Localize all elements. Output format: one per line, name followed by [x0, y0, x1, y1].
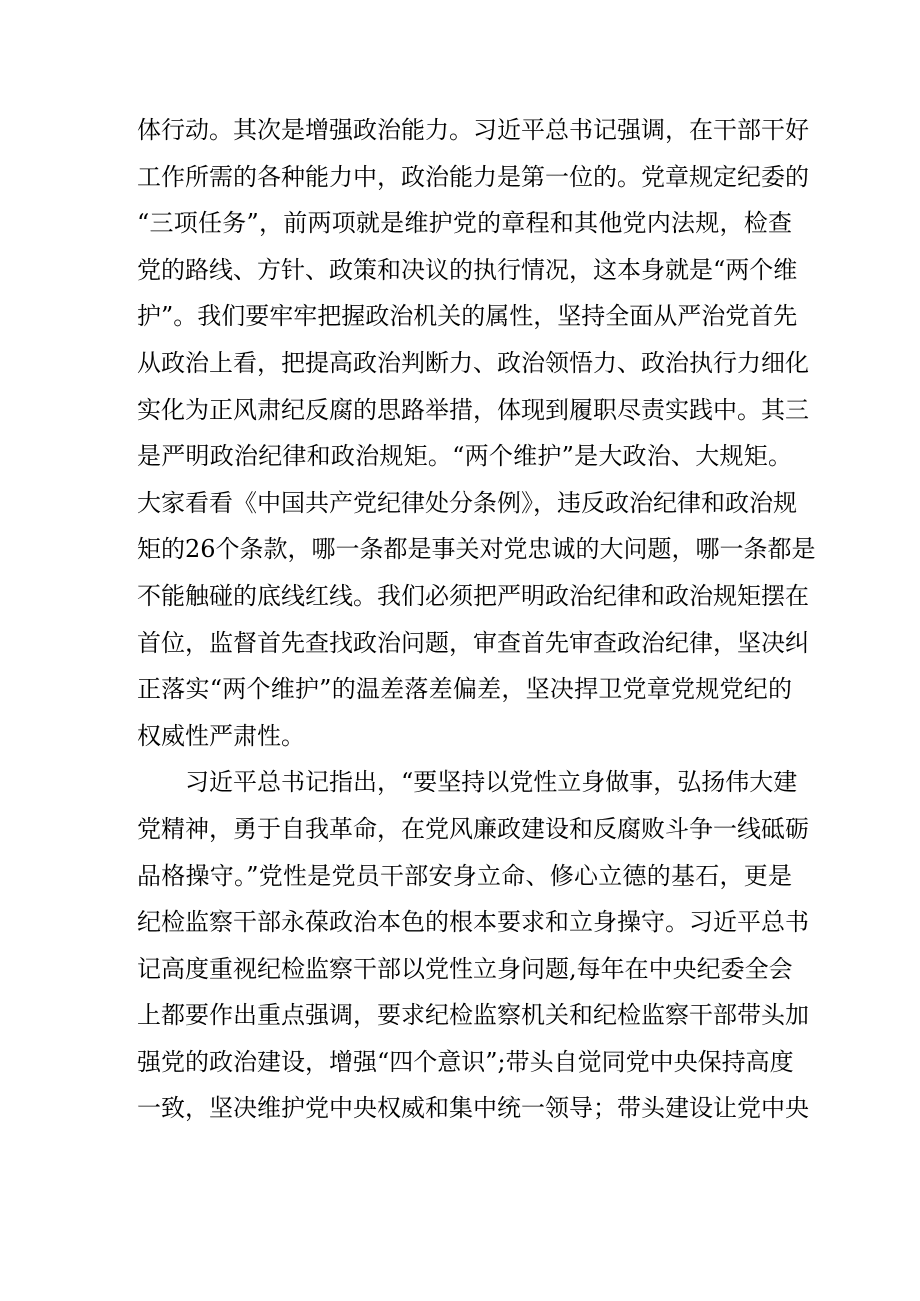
text-line: 纪检监察干部永葆政治本色的根本要求和立身操守。习近平总书 — [137, 908, 809, 937]
text-line: 记高度重视纪检监察干部以党性立身问题,每年在中央纪委全会 — [137, 954, 793, 983]
text-line: 大家看看《中国共产党纪律处分条例》，违反政治纪律和政治规 — [137, 488, 797, 517]
text-line: 一致，坚决维护党中央权威和集中统一领导；带头建设让党中央 — [137, 1094, 809, 1123]
text-line: 是严明政治纪律和政治规矩。“两个维护”是大政治、大规矩。 — [137, 442, 792, 471]
text-line: 上都要作出重点强调，要求纪检监察机关和纪检监察干部带头加 — [137, 1001, 809, 1030]
text-line: 体行动。其次是增强政治能力。习近平总书记强调，在干部干好 — [137, 116, 809, 144]
text-line: 从政治上看，把提高政治判断力、政治领悟力、政治执行力细化 — [137, 348, 809, 377]
body-text — [137, 107, 816, 1132]
paragraph-end-line: 权威性严肃性。 — [137, 721, 305, 750]
text-line: 工作所需的各种能力中，政治能力是第一位的。党章规定纪委的 — [137, 162, 809, 191]
text-line: 实化为正风肃纪反腐的思路举措，体现到履职尽责实践中。其三 — [137, 395, 809, 424]
text-line: 党的路线、方针、政策和决议的执行情况，这本身就是“两个维 — [137, 255, 798, 284]
text-line: “三项任务”，前两项就是维护党的章程和其他党内法规，检查 — [137, 209, 792, 238]
paragraph-start-line: 习近平总书记指出，“要坚持以党性立身做事，弘扬伟大建 — [185, 768, 798, 797]
text-line: 品格操守。”党性是党员干部安身立命、修心立德的基石，更是 — [137, 861, 792, 890]
text-line: 正落实“两个维护”的温差落差偏差，坚决捍卫党章党规党纪的 — [137, 675, 792, 704]
text-line: 强党的政治建设，增强“四个意识”;带头自觉同党中央保持高度 — [137, 1047, 794, 1076]
text-line: 党精神，勇于自我革命，在党风廉政建设和反腐败斗争一线砥砺 — [137, 814, 809, 843]
text-line: 首位，监督首先查找政治问题，审查首先审查政治纪律，坚决纠 — [137, 628, 809, 657]
text-line: 不能触碰的底线红线。我们必须把严明政治纪律和政治规矩摆在 — [137, 581, 809, 610]
text-line: 矩的26个条款，哪一条都是事关对党忠诚的大问题，哪一条都是 — [137, 535, 816, 564]
text-line: 护”。我们要牢牢把握政治机关的属性，坚持全面从严治党首先 — [137, 302, 798, 331]
